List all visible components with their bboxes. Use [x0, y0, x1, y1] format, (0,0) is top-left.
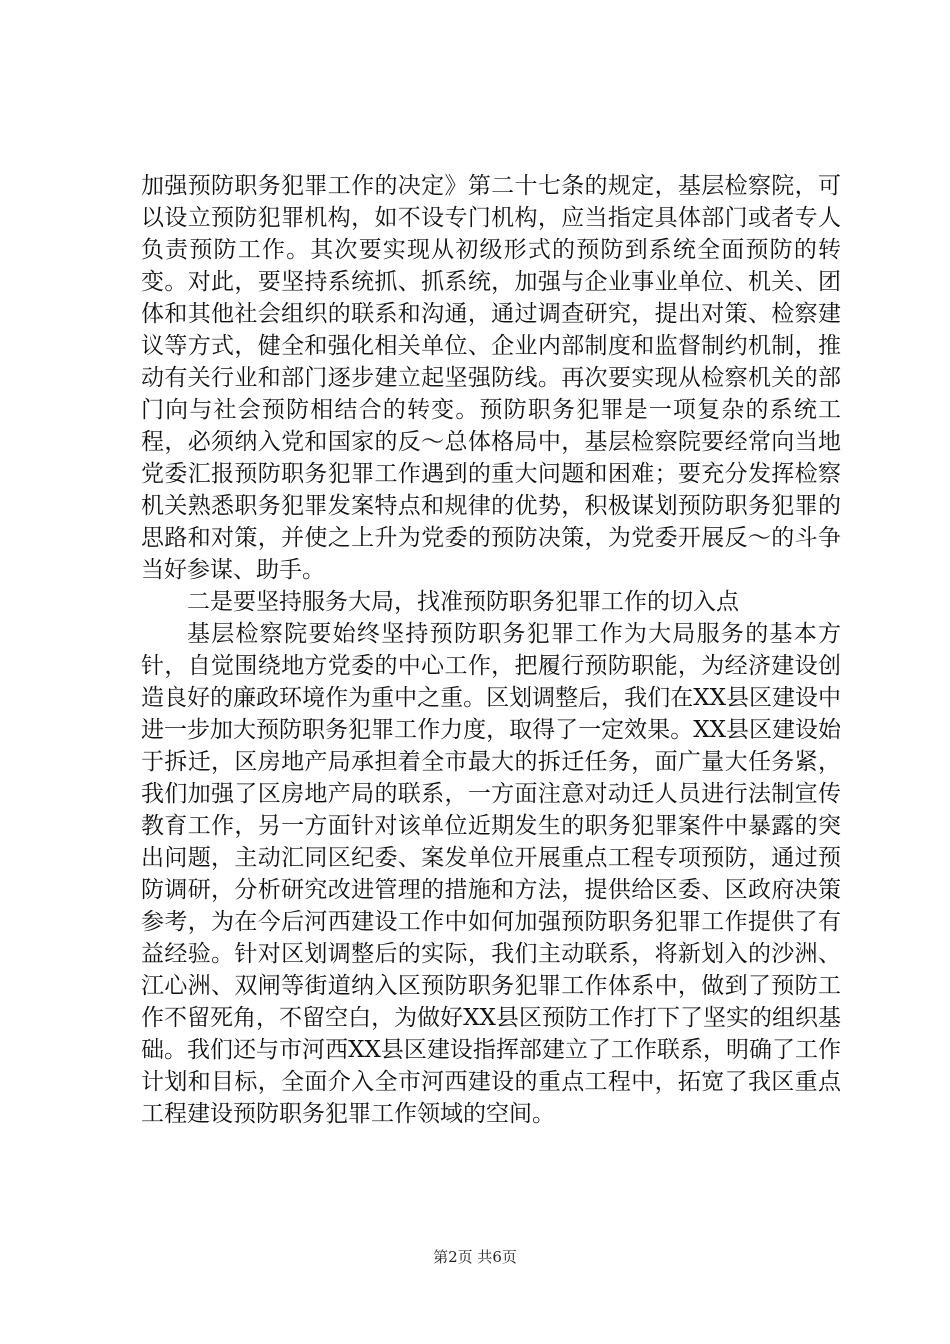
page-number-footer: 第2页 共6页 — [433, 1248, 517, 1266]
document-body — [141, 170, 841, 1130]
body-paragraph-continued: 加强预防职务犯罪工作的决定》第二十七条的规定，基层检察院，可以设立预防犯罪机构，如不设专门机构，应当指定具体部门或者专人负责预防工作。其次要实现从初级形式的预防到系统全面预防的转变。对此，要坚持系统抓、抓系统，加强与企业事业单位、机关、团体和其他社会组织的联系和沟通，通过调查研究，提出对策、检察建议等方式，健全和强化相关单位、企业内部制度和监督制约机制，推动有关行业和部门逐步建立起坚强防线。再次要实现从检察机关的部门向与社会预防相结合的转变。预防职务犯罪是一项复杂的系统工程，必须纳入党和国家的反～总体格局中，基层检察院要经常向当地党委汇报预防职务犯罪工作遇到的重大问题和困难；要充分发挥检察机关熟悉职务犯罪发案特点和规律的优势，积极谋划预防职务犯罪的思路和对策，并使之上升为党委的预防决策，为党委开展反～的斗争当好参谋、助手。 — [141, 173, 841, 583]
section-heading: 二是要坚持服务大局，找准预防职务犯罪工作的切入点 — [187, 589, 739, 615]
body-paragraph: 基层检察院要始终坚持预防职务犯罪工作为大局服务的基本方针，自觉围绕地方党委的中心工作，把履行预防职能，为经济建设创造良好的廉政环境作为重中之重。区划调整后，我们在XX县区建设中进一步加大预防职务犯罪工作力度，取得了一定效果。XX县区建设始于拆迁，区房地产局承担着全市最大的拆迁任务，面广量大任务紧，我们加强了区房地产局的联系，一方面注意对动迁人员进行法制宣传教育工作，另一方面针对该单位近期发生的职务犯罪案件中暴露的突出问题，主动汇同区纪委、案发单位开展重点工程专项预防，通过预防调研，分析研究改进管理的措施和方法，提供给区委、区政府决策参考，为在今后河西建设工作中如何加强预防职务犯罪工作提供了有益经验。针对区划调整后的实际，我们主动联系，将新划入的沙洲、江心洲、双闸等街道纳入区预防职务犯罪工作体系中，做到了预防工作不留死角，不留空白，为做好XX县区预防工作打下了坚实的组织基础。我们还与市河西XX县区建设指挥部建立了工作联系，明确了工作计划和目标，全面介入全市河西建设的重点工程中，拓宽了我区重点工程建设预防职务犯罪工作领域的空间。 — [141, 621, 841, 1127]
